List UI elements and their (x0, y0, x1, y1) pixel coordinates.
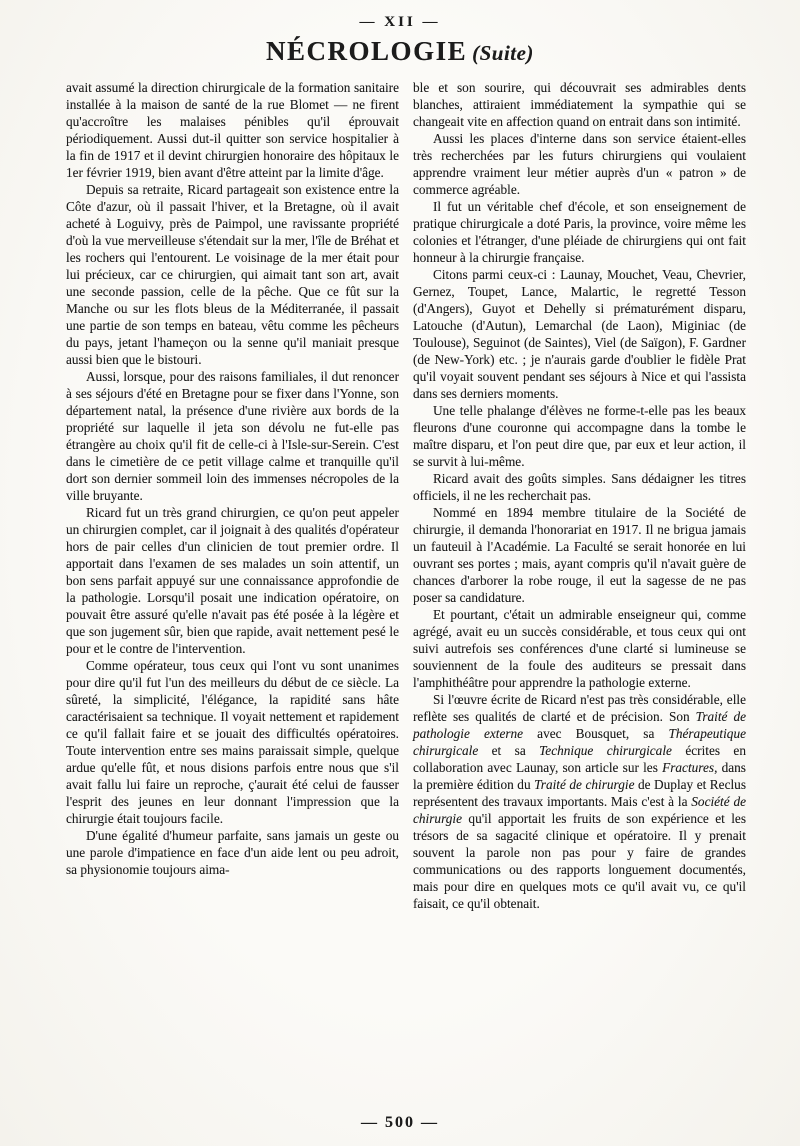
page-number-top: — XII — (359, 14, 441, 30)
title-main: NÉCROLOGIE (266, 36, 468, 66)
paragraph: Comme opérateur, tous ceux qui l'ont vu sont unanimes pour dire qu'il fut l'un des meilleurs du début de ce siècle. La sûreté, la simplicité, l'élégance, la rapidité sans hâte caractérisaient sa technique. Il voyait nettement et rapidement ce qu'il fallait faire et se jouait des difficultés opératoires. Toute intervention entre ses mains paraissait simple, quelque ardue qu'elle fût, et nous disions parfois entre nous que s'il avait fallu lui faire un reproche, ç'aurait été celui de fausser l'esprit des jeunes en leur donnant l'impression que la chirurgie était toujours facile. (66, 658, 399, 826)
page-title (0, 35, 800, 69)
page-number-bottom: — 500 — (361, 1114, 439, 1131)
paragraph: Une telle phalange d'élèves ne forme-t-elle pas les beaux fleurons d'une couronne qui accompagne dans la tombe le maître disparu, et l'on peut dire que, par eux et leur action, il se survit à lui-même. (413, 403, 746, 469)
paragraph: D'une égalité d'humeur parfaite, sans jamais un geste ou une parole d'impatience en face d'un aide lent ou peu adroit, sa physionomie toujours aima- (66, 828, 399, 877)
paragraph: Aussi, lorsque, pour des raisons familiales, il dut renoncer à ses séjours d'été en Bretagne pour se fixer dans l'Yonne, son département natal, la présence d'une rivière aux bords de la propriété sur laquelle il jeta son dévolu ne fut-elle pas étrangère au choix qu'il fit de celle-ci à l'Isle-sur-Serein. C'est dans le cimetière de ce petit village calme et tranquille qu'il dort son dernier sommeil loin des immenses nécropoles de la ville bruyante. (66, 369, 399, 503)
work-title: Société de chirurgie (413, 794, 746, 826)
paragraph: ble et son sourire, qui découvrait ses admirables dents blanches, attiraient immédiatement la sympathie qui se changeait vite en affection quand on entrait dans son intimité. (413, 80, 746, 129)
text-segment: , dans la première édition du (413, 760, 746, 792)
paragraph: Depuis sa retraite, Ricard partageait son existence entre la Côte d'azur, où il passait l'hiver, et la Bretagne, où il avait acheté à Loguivy, près de Paimpol, une ravissante propriété d'où la vue merveilleuse s'étendait sur la mer, l'île de Bréhat et les rochers qui l'entourent. Le voisinage de la mer était pour lui précieux, car ce chirurgien, qui aimait tant son art, avait une seconde passion, celle de la pêche. Que ce fût sur la Manche ou sur les flots bleus de la Méditerranée, il passait une partie de son temps en bateau, vêtu comme les pêcheurs du pays, jetant l'hameçon ou la senne qu'il maniait presque aussi bien que le bistouri. (66, 182, 399, 367)
right-column (413, 79, 746, 912)
text-segment: écrites en collaboration avec Launay, son article sur les (413, 743, 746, 775)
paragraph: Et pourtant, c'était un admirable enseigneur qui, comme agrégé, avait eu un succès considérable, et tous ceux qui ont suivi autrefois ses conférences d'une clarté si lumineuse se souviennent de la foule des auditeurs se pressait dans l'amphithéâtre pour apprendre la pathologie externe. (413, 607, 746, 690)
text-segment: Si l'œuvre écrite de Ricard n'est pas très considérable, elle reflète ses qualités de clarté et de précision. Son (413, 692, 746, 724)
paragraph: Nommé en 1894 membre titulaire de la Société de chirurgie, il demanda l'honorariat en 1917. Il ne brigua jamais un fauteuil à l'Académie. La Faculté se serait honorée en lui ouvrant ses portes ; mais, ayant compris qu'il n'avait guère de chances d'arborer la robe rouge, il eut la sagesse de ne pas poser sa candidature. (413, 505, 746, 605)
work-title: Fractures (662, 760, 715, 775)
work-title: Traité de chirurgie (534, 777, 635, 792)
text-segment: et sa (478, 743, 540, 758)
paragraph: Ricard avait des goûts simples. Sans dédaigner les titres officiels, il ne les recherchait pas. (413, 471, 746, 503)
work-title: Thérapeutique chirurgicale (413, 726, 746, 758)
paragraph: Il fut un véritable chef d'école, et son enseignement de pratique chirurgicale a doté Paris, la province, voire même les colonies et l'étranger, d'une pléiade de chirurgiens qui ont fait honneur à la chirurgie française. (413, 199, 746, 265)
paragraph (413, 691, 746, 912)
work-title: Technique chirurgicale (539, 743, 672, 758)
paragraph: avait assumé la direction chirurgicale de la formation sanitaire installée à la maison de santé de la rue Blomet — ne firent qu'accroître les malaises pénibles qu'il éprouvait périodiquement. Aussi dut-il quitter son service hospitalier à la fin de 1917 et il devint chirurgien honoraire des hôpitaux le 1er février 1919, bien avant d'être atteint par la limite d'âge. (66, 80, 399, 180)
text-segment: de Duplay et Reclus représentent des travaux importants. Mais c'est à la (413, 777, 746, 809)
paragraph: Ricard fut un très grand chirurgien, ce qu'on peut appeler un chirurgien complet, car il joignait à des qualités d'opérateur hors de pair celles d'un clinicien de tout premier ordre. Il apportait dans l'examen de ses malades un soin attentif, un bon sens parfait appuyé sur une connaissance approfondie de la pathologie. Lorsqu'il posait une indication opératoire, on pouvait être assuré qu'elle n'avait pas été posée à la légère et que son jugement sûr, bien que rapide, avait nettement pesé le pour et le contre de l'intervention. (66, 505, 399, 656)
text-segment: avec Bousquet, sa (523, 726, 669, 741)
left-column (66, 79, 399, 912)
paragraph: Aussi les places d'interne dans son service étaient-elles très recherchées par les futurs chirurgiens qui voulaient apprendre vraiment leur métier auprès d'un « patron » de commerce agréable. (413, 131, 746, 197)
work-title: Traité de pathologie externe (413, 709, 746, 741)
paragraph: Citons parmi ceux-ci : Launay, Mouchet, Veau, Chevrier, Gernez, Toupet, Lance, Malartic, le regretté Tesson (d'Angers), Guyot et Dehelly si prématurément disparu, Latouche (d'Autun), Lemarchal (de Laon), Miginiac (de Toulouse), Seguinot (de Saintes), Viel (de Saïgon), F. Gardner (de New-York) etc. ; je n'aurais garde d'oublier le fidèle Prat qu'il voyait souvent pendant ses séjours à Nice et qui l'assista dans ses derniers moments. (413, 267, 746, 401)
text-columns (0, 79, 800, 912)
title-suffix: (Suite) (472, 41, 534, 65)
text-segment: qu'il apportait les fruits de son expérience et les trésors de sa sagacité clinique et opératoire. Il y prenait souvent la parole non pas pour y faire de grandes communications ou des rapports longuement documentés, mais pour dire en quelques mots ce qu'il avait vu, ce qu'il faisait, ce qu'il obtenait. (413, 811, 746, 911)
